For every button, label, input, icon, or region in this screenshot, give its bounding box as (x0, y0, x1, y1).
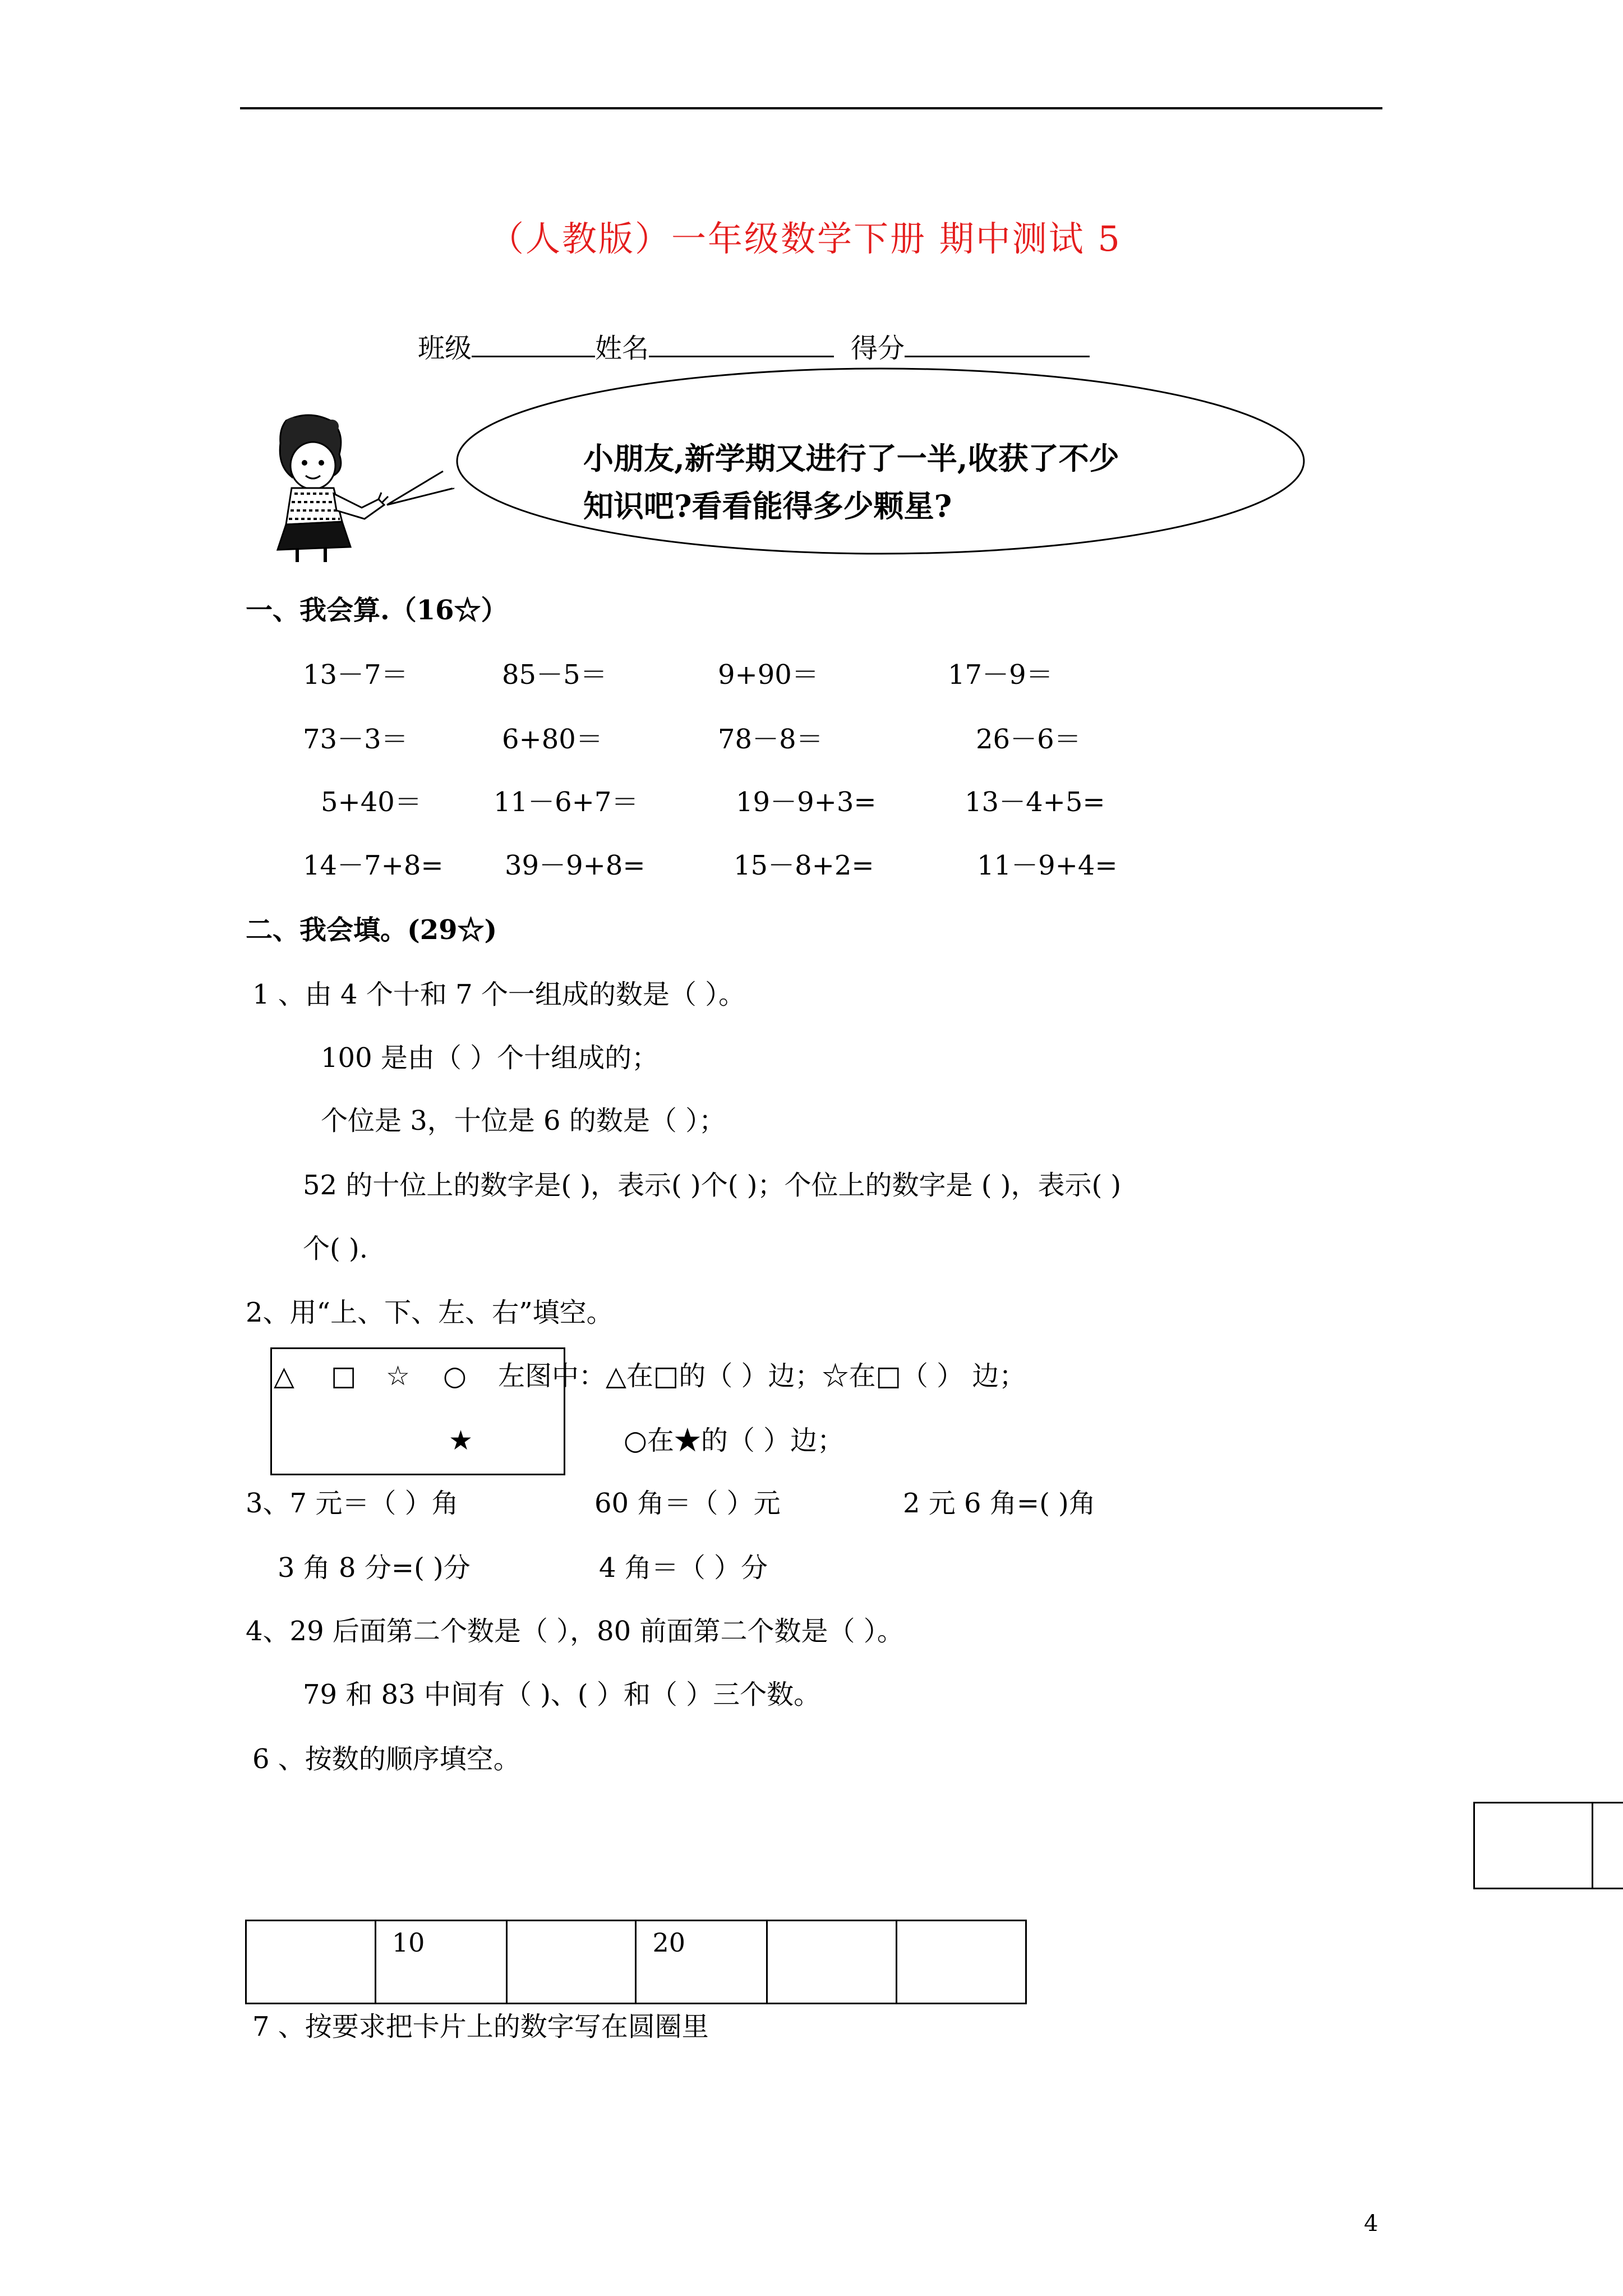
calc-item: 85－5＝ (502, 659, 607, 691)
calc-item: 13－4+5= (965, 786, 1105, 818)
calc-item: 13－7＝ (303, 659, 408, 691)
q1-line-5: 个( ). (303, 1233, 368, 1264)
q3-line-1b: 60 角＝（ ）元 (594, 1488, 781, 1519)
star-outline-icon: ☆ (386, 1360, 411, 1392)
sequence-cell[interactable] (506, 1921, 636, 2004)
calc-item: 9+90＝ (718, 659, 819, 691)
class-label: 班级 (418, 333, 472, 364)
q4-line-2: 79 和 83 中间有（ )、( ）和（ ）三个数。 (303, 1679, 821, 1710)
q2-line-1: 2、用“上、下、左、右”填空。 (246, 1297, 614, 1328)
q2-text-1: 左图中：△在□的（ ）边；☆在□（ ） 边； (498, 1360, 1026, 1392)
calc-item: 5+40＝ (321, 786, 422, 818)
q1-line-2: 100 是由（ ）个十组成的； (321, 1042, 659, 1074)
sequence-cell[interactable] (767, 1921, 897, 2004)
page-title: （人教版）一年级数学下册 期中测试 5 (489, 218, 1122, 259)
q1-line-3: 个位是 3，十位是 6 的数是（ ）； (321, 1105, 726, 1137)
q2-text-2: ○在★的（ ）边； (624, 1425, 845, 1456)
calc-item: 15－8+2= (734, 850, 874, 881)
bubble-line-1: 小朋友,新学期又进行了一半,收获了不少 (583, 440, 1119, 476)
calc-item: 6+80＝ (502, 724, 603, 755)
q3-line-1c: 2 元 6 角=( )角 (903, 1488, 1096, 1519)
q7-line-1: 7 、按要求把卡片上的数字写在圆圈里 (252, 2011, 709, 2042)
q3-line-2b: 4 角＝（ ）分 (599, 1552, 768, 1584)
star-filled-icon: ★ (449, 1425, 473, 1456)
edge-table-divider (1592, 1802, 1593, 1888)
calc-item: 11－6+7＝ (494, 786, 639, 818)
score-label: 得分 (851, 333, 905, 364)
header-rule (240, 107, 1382, 109)
calc-item: 26－6＝ (976, 724, 1081, 755)
q6-line-1: 6 、按数的顺序填空。 (252, 1743, 520, 1775)
q4-line-1: 4、29 后面第二个数是（ ），80 前面第二个数是（ ）。 (246, 1616, 904, 1647)
sequence-cell[interactable] (246, 1921, 376, 2004)
q3-line-2a: 3 角 8 分=( )分 (278, 1552, 471, 1584)
sequence-cell[interactable] (897, 1921, 1026, 2004)
class-blank[interactable] (472, 331, 595, 357)
q3-line-1a: 3、7 元＝（ ）角 (246, 1488, 459, 1519)
circle-icon: ○ (443, 1360, 467, 1392)
edge-table-fragment (1473, 1802, 1623, 1889)
section2-heading: 二、我会填。(29☆) (246, 914, 497, 946)
sequence-cell: 10 (375, 1921, 506, 2004)
number-sequence-table (245, 1920, 1027, 2004)
calc-item: 11－9+4= (977, 850, 1118, 881)
square-icon: □ (331, 1360, 357, 1392)
calc-item: 78－8＝ (718, 724, 823, 755)
name-blank[interactable] (649, 331, 834, 357)
calc-item: 39－9+8= (505, 850, 645, 881)
calc-item: 17－9＝ (948, 659, 1053, 691)
triangle-icon: △ (274, 1360, 294, 1392)
sequence-cell: 20 (636, 1921, 767, 2004)
score-blank[interactable] (905, 331, 1090, 357)
calc-item: 19－9+3= (736, 786, 877, 818)
calc-item: 73－3＝ (303, 724, 408, 755)
name-label: 姓名 (595, 333, 649, 364)
section1-heading: 一、我会算.（16☆） (246, 595, 508, 626)
q1-line-1: 1 、由 4 个十和 7 个一组成的数是（ ）。 (252, 979, 746, 1010)
q1-line-4: 52 的十位上的数字是( )，表示( )个( )；个位上的数字是 ( )，表示( ) (303, 1170, 1122, 1201)
calc-item: 14－7+8= (303, 850, 444, 881)
page-number: 4 (1364, 2211, 1378, 2237)
bubble-line-2: 知识吧?看看能得多少颗星? (583, 488, 952, 524)
